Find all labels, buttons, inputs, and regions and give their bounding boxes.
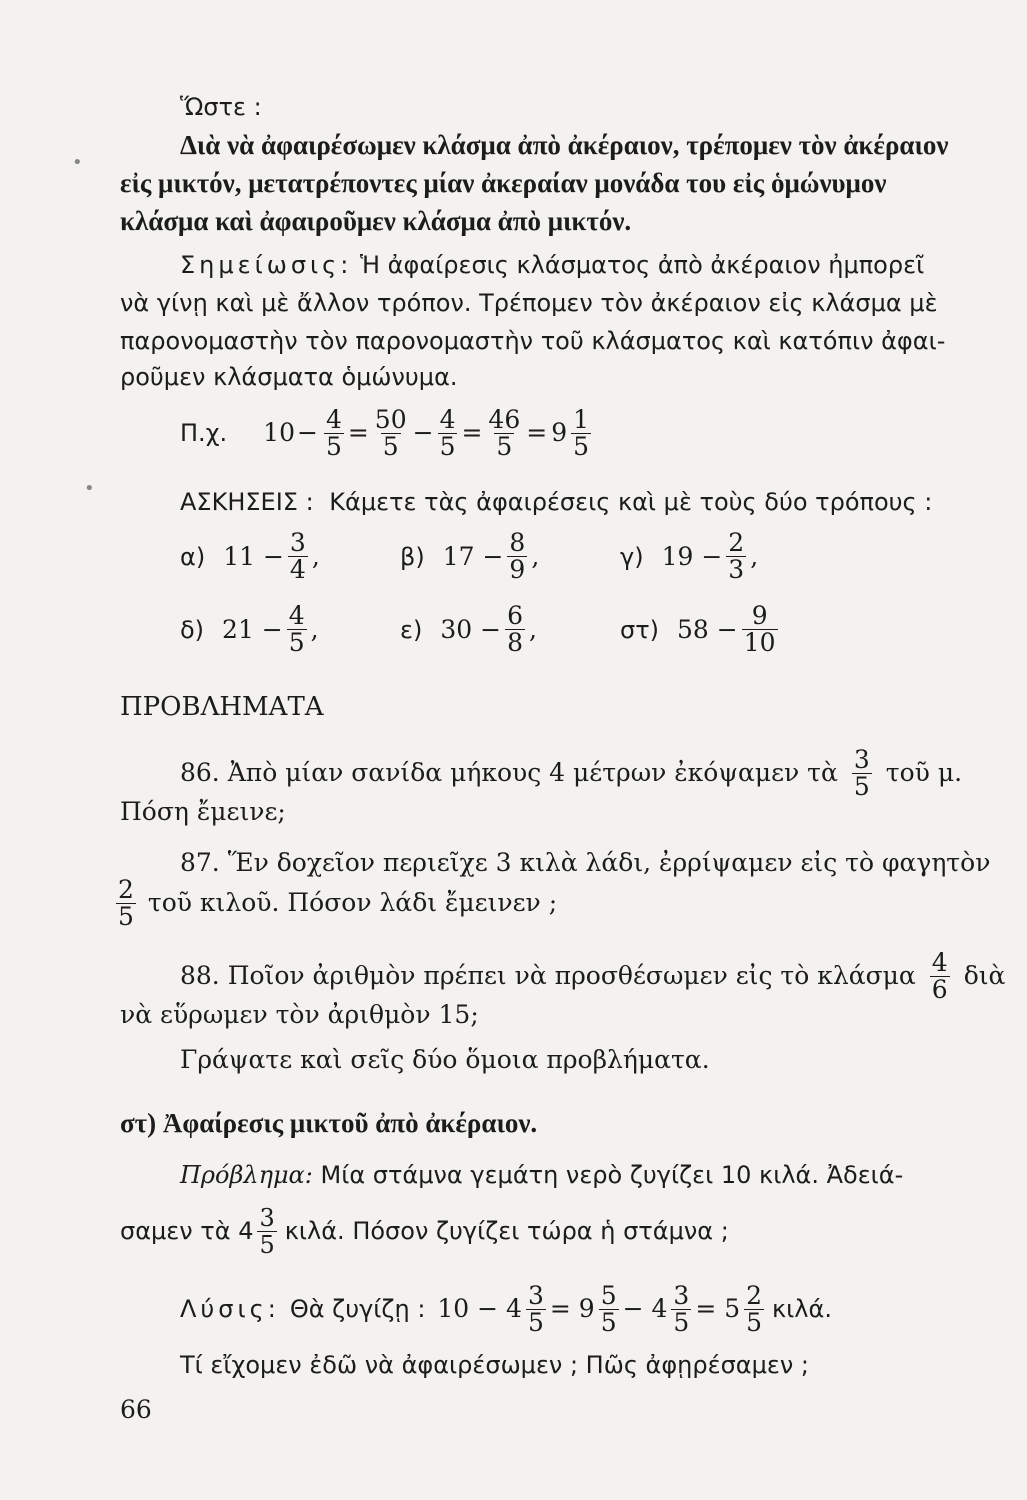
denominator: 5: [288, 628, 305, 657]
problem-88-fraction: [930, 947, 950, 1004]
hoste-line: Ὥστε :: [180, 93, 262, 121]
exercise-fraction: [726, 530, 746, 583]
note-line-3: παρονομαστὴν τὸν παρονομαστὴν τοῦ κλάσματος καὶ κατόπιν ἀφαι-: [120, 327, 946, 355]
denominator: 3: [728, 555, 745, 584]
exercise-b: β) 17 − $\frac{8}{9}$ ,: [400, 528, 540, 584]
note-text-1: Ἡ ἀφαίρεσις κλάσματος ἀπὸ ἀκέραιον ἠμπορεῖ: [359, 251, 925, 279]
solution-unit: κιλά.: [772, 1295, 832, 1323]
solution-term-3: 5: [724, 1294, 741, 1323]
numerator: 4: [288, 601, 305, 630]
note-line-4: ροῦμεν κλάσματα ὁμώνυμα.: [120, 363, 458, 391]
exercise-d: δ) 21 − $\frac{4}{5}$ ,: [180, 601, 319, 657]
exercise-fraction: [287, 603, 307, 656]
exercise-fraction: [507, 530, 527, 583]
problem-87-line-1: 87. Ἕν δοχεῖον περιεῖχε 3 κιλὰ λάδι, ἐρρίψαμεν εἰς τὸ φαγητὸν: [180, 848, 991, 877]
solution-term-1: 10 − 4: [437, 1294, 522, 1323]
denominator: 5: [259, 1230, 275, 1259]
separator: ,: [528, 614, 537, 644]
problem-text-start: σαμεν τὰ 4: [120, 1217, 254, 1245]
numerator: 3: [853, 744, 870, 774]
numerator: 9: [751, 601, 768, 630]
problem-87-text: τοῦ κιλοῦ. Πόσον λάδι ἔμεινεν ;: [147, 888, 558, 917]
denominator: 5: [600, 1307, 617, 1337]
problem-label: Πρόβλημα:: [180, 1161, 313, 1189]
denominator: 5: [527, 1307, 544, 1337]
solution-equals: =: [695, 1294, 717, 1323]
example-fraction-4: [486, 404, 522, 461]
solution-minus-term: − 4: [622, 1294, 668, 1323]
exercise-whole: 21: [222, 614, 254, 644]
exercises-text: Κάμετε τὰς ἀφαιρέσεις καὶ μὲ τοὺς δύο τρόπους :: [329, 488, 933, 516]
problem-88-text: 88. Ποῖον ἀριθμὸν πρέπει νὰ προσθέσωμεν εἰς τὸ κλάσμα: [180, 961, 916, 990]
problem-86-fraction: [852, 744, 872, 801]
exercise-label: ε): [400, 615, 423, 644]
separator: ,: [310, 614, 319, 644]
numerator: 3: [673, 1280, 690, 1310]
example-fraction-5: [571, 404, 591, 461]
rule-line-2: εἰς μικτόν, μετατρέποντες μίαν ἀκεραίαν μονάδα του εἰς ὁμώνυμον: [120, 168, 887, 198]
problem-line-1: [180, 1160, 903, 1190]
exercise-fraction: [742, 603, 778, 656]
example-equals: =: [461, 418, 483, 447]
note-line-1: [180, 250, 924, 280]
denominator: 9: [509, 555, 526, 584]
exercise-whole: 17: [442, 541, 475, 571]
example-fraction-2: [373, 404, 409, 461]
solution-label: Λύσις:: [180, 1295, 280, 1323]
example-line: [180, 398, 595, 468]
denominator: 4: [289, 555, 306, 584]
example-result-whole: 9: [551, 418, 568, 447]
denominator: 5: [746, 1307, 763, 1337]
solution-text: Θὰ ζυγίζῃ :: [289, 1295, 426, 1323]
example-minus: −: [296, 418, 318, 447]
numerator: 3: [259, 1203, 275, 1232]
denominator: 5: [573, 431, 589, 461]
rule-line-3: κλάσμα καὶ ἀφαιροῦμεν κλάσμα ἀπὸ μικτόν.: [120, 206, 632, 236]
denominator: 5: [325, 431, 342, 461]
exercise-whole: 11: [223, 541, 255, 571]
margin-mark: •: [72, 152, 83, 173]
numerator: 5: [600, 1280, 617, 1310]
write-similar-problems: Γράψατε καὶ σεῖς δύο ὅμοια προβλήματα.: [180, 1045, 710, 1074]
exercises-heading: ΑΣΚΗΣΕΙΣ :: [180, 488, 314, 516]
problem-86-text-end: τοῦ μ.: [885, 758, 963, 787]
rule-line-1: Διὰ νὰ ἀφαιρέσωμεν κλάσμα ἀπὸ ἀκέραιον, τρέπομεν τὸν ἀκέραιον: [180, 130, 949, 160]
problem-88-line-2: νὰ εὕρωμεν τὸν ἀριθμὸν 15;: [120, 1000, 479, 1029]
exercise-label: α): [180, 542, 206, 571]
denominator: 5: [118, 901, 134, 931]
exercises-line: [180, 487, 932, 517]
example-equals: =: [526, 418, 548, 447]
numerator: 4: [931, 947, 948, 977]
problem-86-line-1: [180, 740, 962, 806]
solution-term-2: 9: [578, 1294, 595, 1323]
problem-87-fraction: [116, 874, 136, 931]
exercise-c: γ) 19 − $\frac{2}{3}$ ,: [620, 528, 759, 584]
problem-text-end: κιλά. Πόσον ζυγίζει τώρα ἡ στάμνα ;: [284, 1217, 729, 1245]
numerator: 2: [746, 1280, 763, 1310]
denominator: 6: [931, 974, 948, 1004]
denominator: 5: [382, 431, 399, 461]
exercise-label: δ): [180, 615, 205, 644]
example-label: Π.χ.: [180, 419, 228, 447]
numerator: 4: [325, 404, 342, 434]
section-heading: στ) Ἀφαίρεσις μικτοῦ ἀπὸ ἀκέραιον.: [120, 1108, 538, 1138]
page-number: 66: [120, 1395, 152, 1424]
problem-87-line-2: [116, 870, 557, 936]
solution-fraction-1: [526, 1280, 546, 1337]
denominator: 5: [496, 431, 513, 461]
numerator: 8: [509, 528, 526, 557]
exercise-fraction: [288, 530, 308, 583]
numerator: 6: [507, 601, 523, 630]
exercise-label: β): [400, 542, 425, 571]
solution-line: [180, 1274, 832, 1344]
denominator: 5: [439, 431, 456, 461]
example-minus: −: [412, 418, 434, 447]
exercise-label: γ): [620, 542, 644, 571]
numerator: 2: [118, 874, 134, 904]
exercise-whole: 30: [440, 614, 473, 644]
denominator: 8: [507, 628, 523, 657]
exercise-whole: 19: [661, 541, 694, 571]
denominator: 5: [853, 771, 870, 801]
exercise-a: α) 11 − $\frac{3}{4}$ ,: [180, 528, 320, 584]
denominator: 10: [743, 628, 776, 657]
exercise-label: στ): [620, 615, 660, 644]
solution-fraction-2: [599, 1280, 619, 1337]
problem-86-line-2: Πόση ἔμεινε;: [120, 797, 286, 826]
numerator: 1: [573, 404, 589, 434]
numerator: 50: [374, 404, 407, 434]
problem-86-text: 86. Ἀπὸ μίαν σανίδα μήκους 4 μέτρων ἐκόψαμεν τὰ: [180, 758, 838, 787]
numerator: 4: [439, 404, 456, 434]
denominator: 5: [673, 1307, 690, 1337]
example-fraction-1: [324, 404, 344, 461]
solution-fraction-3: [671, 1280, 691, 1337]
problem-line-2: [120, 1198, 729, 1264]
problem-88-text-end: διὰ: [963, 961, 1006, 990]
question-line: Τί εἴχομεν ἐδῶ νὰ ἀφαιρέσωμεν ; Πῶς ἀφῃρέσαμεν ;: [180, 1351, 809, 1379]
example-fraction-3: [438, 404, 458, 461]
separator: ,: [311, 541, 320, 571]
separator: ,: [531, 541, 540, 571]
numerator: 3: [527, 1280, 544, 1310]
separator: ,: [750, 541, 759, 571]
note-line-2: νὰ γίνῃ καὶ μὲ ἄλλον τρόπον. Τρέπομεν τὸν ἀκέραιον εἰς κλάσμα μὲ: [120, 289, 938, 317]
exercise-fraction: [505, 603, 525, 656]
solution-equals: =: [549, 1294, 571, 1323]
exercise-st: στ) 58 − $\frac{9}{10}$: [620, 601, 776, 657]
numerator: 3: [289, 528, 306, 557]
example-whole: 10: [263, 418, 295, 447]
numerator: 46: [488, 404, 521, 434]
problem-text: Μία στάμνα γεμάτη νερὸ ζυγίζει 10 κιλά. Ἀδειά-: [320, 1161, 904, 1189]
exercise-e: ε) 30 − $\frac{6}{8}$ ,: [400, 601, 537, 657]
note-heading: Σημείωσις:: [180, 251, 353, 279]
margin-mark: •: [84, 478, 95, 499]
numerator: 2: [728, 528, 745, 557]
exercise-whole: 58: [677, 614, 709, 644]
problems-heading: ΠΡΟΒΛΗΜΑΤΑ: [120, 692, 324, 722]
solution-fraction-4: [744, 1280, 764, 1337]
example-equals: =: [347, 418, 369, 447]
problem-fraction: [257, 1205, 276, 1258]
